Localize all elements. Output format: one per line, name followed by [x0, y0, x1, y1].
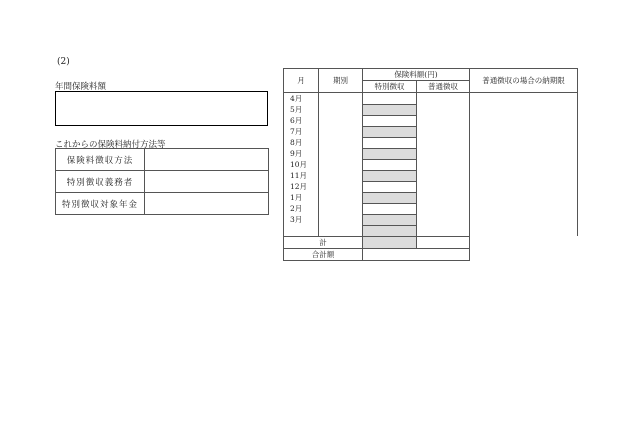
ordinary-amount-cell[interactable]	[417, 148, 470, 159]
due-date-cell[interactable]	[470, 104, 578, 115]
amount-header: 保険料額(円)	[363, 69, 470, 81]
due-date-cell[interactable]	[470, 159, 578, 170]
month-header: 月	[284, 69, 319, 93]
special-collection-header: 特別徴収	[363, 81, 417, 93]
period-cell[interactable]	[319, 148, 363, 159]
period-cell[interactable]	[319, 225, 363, 236]
month-cell: 3月	[284, 214, 319, 225]
ordinary-amount-cell[interactable]	[417, 126, 470, 137]
table-row	[56, 149, 269, 171]
special-amount-cell[interactable]	[363, 170, 417, 181]
month-cell: 10月	[284, 159, 319, 170]
target-pension-field[interactable]	[145, 193, 269, 215]
table-row	[284, 181, 578, 192]
ordinary-amount-cell[interactable]	[417, 137, 470, 148]
special-amount-cell[interactable]	[363, 181, 417, 192]
month-cell: 9月	[284, 148, 319, 159]
table-row	[284, 126, 578, 137]
special-amount-cell[interactable]	[363, 104, 417, 115]
month-cell: 8月	[284, 137, 319, 148]
premium-schedule-table	[283, 68, 578, 261]
table-row	[284, 159, 578, 170]
table-row	[284, 225, 578, 236]
due-date-cell[interactable]	[470, 170, 578, 181]
table-row	[284, 137, 578, 148]
special-amount-cell[interactable]	[363, 93, 417, 105]
special-amount-cell[interactable]	[363, 214, 417, 225]
table-row	[284, 93, 578, 105]
month-cell: 11月	[284, 170, 319, 181]
ordinary-amount-cell[interactable]	[417, 115, 470, 126]
special-amount-cell[interactable]	[363, 126, 417, 137]
table-row	[284, 115, 578, 126]
month-cell: 1月	[284, 192, 319, 203]
grand-total-cell[interactable]	[363, 248, 470, 260]
annual-premium-field[interactable]	[55, 91, 268, 126]
due-date-cell[interactable]	[470, 225, 578, 236]
grand-total-row	[284, 248, 578, 260]
ordinary-amount-cell[interactable]	[417, 170, 470, 181]
month-cell: 2月	[284, 203, 319, 214]
ordinary-amount-cell[interactable]	[417, 214, 470, 225]
ordinary-amount-cell[interactable]	[417, 225, 470, 236]
table-row	[284, 192, 578, 203]
payment-method-label: これからの保険料納付方法等	[55, 140, 166, 150]
period-cell[interactable]	[319, 214, 363, 225]
ordinary-amount-cell[interactable]	[417, 104, 470, 115]
period-cell[interactable]	[319, 137, 363, 148]
period-cell[interactable]	[319, 93, 363, 105]
due-date-cell[interactable]	[470, 214, 578, 225]
due-date-header: 普通徴収の場合の納期限	[470, 69, 578, 93]
due-date-cell[interactable]	[470, 93, 578, 105]
special-total-cell[interactable]	[363, 236, 417, 248]
period-cell[interactable]	[319, 192, 363, 203]
table-row	[56, 171, 269, 193]
period-cell[interactable]	[319, 159, 363, 170]
period-cell[interactable]	[319, 181, 363, 192]
table-row	[284, 170, 578, 181]
table-row	[284, 203, 578, 214]
month-cell: 5月	[284, 104, 319, 115]
ordinary-amount-cell[interactable]	[417, 93, 470, 105]
special-amount-cell[interactable]	[363, 159, 417, 170]
period-header: 期別	[319, 69, 363, 93]
special-collector-field[interactable]	[145, 171, 269, 193]
month-cell: 7月	[284, 126, 319, 137]
payment-method-table	[55, 148, 269, 215]
table-row	[284, 104, 578, 115]
grand-total-label: 合計額	[284, 248, 363, 260]
special-amount-cell[interactable]	[363, 137, 417, 148]
due-date-cell[interactable]	[470, 126, 578, 137]
ordinary-amount-cell[interactable]	[417, 203, 470, 214]
month-cell: 4月	[284, 93, 319, 105]
table-row	[284, 148, 578, 159]
table-row	[56, 193, 269, 215]
collection-method-label: 保険料徴収方法	[56, 149, 145, 171]
special-amount-cell[interactable]	[363, 115, 417, 126]
header-row	[284, 69, 578, 81]
due-date-cell[interactable]	[470, 203, 578, 214]
target-pension-label: 特別徴収対象年金	[56, 193, 145, 215]
collection-method-field[interactable]	[145, 149, 269, 171]
table-row	[284, 214, 578, 225]
special-amount-cell[interactable]	[363, 148, 417, 159]
special-amount-cell[interactable]	[363, 192, 417, 203]
period-cell[interactable]	[319, 104, 363, 115]
ordinary-total-cell[interactable]	[417, 236, 470, 248]
total-label: 計	[284, 236, 363, 248]
due-date-cell[interactable]	[470, 115, 578, 126]
month-cell: 6月	[284, 115, 319, 126]
section-number: (2)	[57, 57, 70, 67]
special-amount-cell[interactable]	[363, 225, 417, 236]
due-date-cell[interactable]	[470, 137, 578, 148]
due-date-cell[interactable]	[470, 148, 578, 159]
special-collector-label: 特別徴収義務者	[56, 171, 145, 193]
period-cell[interactable]	[319, 170, 363, 181]
month-cell: 12月	[284, 181, 319, 192]
period-cell[interactable]	[319, 203, 363, 214]
ordinary-collection-header: 普通徴収	[417, 81, 470, 93]
ordinary-amount-cell[interactable]	[417, 181, 470, 192]
period-cell[interactable]	[319, 115, 363, 126]
period-cell[interactable]	[319, 126, 363, 137]
total-row	[284, 236, 578, 248]
ordinary-amount-cell[interactable]	[417, 159, 470, 170]
due-date-cell[interactable]	[470, 192, 578, 203]
month-cell	[284, 225, 319, 236]
annual-premium-label: 年間保険料額	[55, 82, 107, 92]
due-date-cell[interactable]	[470, 181, 578, 192]
special-amount-cell[interactable]	[363, 203, 417, 214]
ordinary-amount-cell[interactable]	[417, 192, 470, 203]
